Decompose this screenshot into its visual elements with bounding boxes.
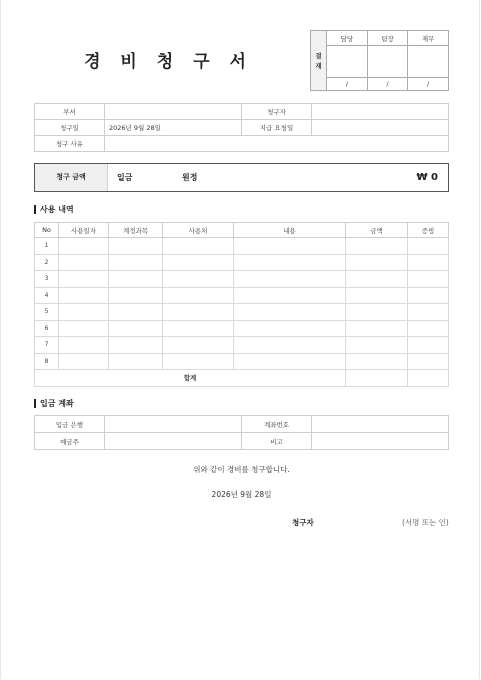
claimant-label: 청구자 <box>242 104 312 120</box>
payment-request-label: 지급 요청일 <box>242 120 312 136</box>
cell[interactable] <box>109 271 163 288</box>
cell[interactable] <box>109 337 163 354</box>
note-label: 비고 <box>242 433 312 450</box>
table-row <box>35 337 449 354</box>
approval-role-2: 팀장 <box>367 31 408 46</box>
cell[interactable] <box>109 254 163 271</box>
cell[interactable] <box>163 238 234 255</box>
cell[interactable] <box>109 304 163 321</box>
approval-sign-2[interactable] <box>367 46 408 78</box>
account-number-field[interactable] <box>312 416 449 433</box>
cell[interactable] <box>59 254 109 271</box>
cell[interactable] <box>59 320 109 337</box>
cell[interactable] <box>163 271 234 288</box>
table-row <box>35 254 449 271</box>
footer-claimant-label: 청구자 <box>292 518 314 527</box>
amount-ilgeum: 일금 <box>117 173 133 182</box>
approval-role-3: 재무 <box>408 31 449 46</box>
cell[interactable] <box>408 337 449 354</box>
bank-section-title: 입금 계좌 <box>34 398 74 409</box>
cell[interactable] <box>346 353 408 370</box>
table-row <box>35 238 449 255</box>
cell[interactable] <box>109 238 163 255</box>
total-amount-cell[interactable] <box>346 370 408 387</box>
cell[interactable] <box>408 353 449 370</box>
cell[interactable] <box>163 287 234 304</box>
approval-date-3[interactable]: / <box>408 77 449 90</box>
cell[interactable] <box>59 287 109 304</box>
claim-date-label: 청구일 <box>35 120 105 136</box>
account-holder-label: 예금주 <box>35 433 105 450</box>
bank-name-label: 입금 은행 <box>35 416 105 433</box>
cell[interactable] <box>346 320 408 337</box>
cell[interactable] <box>163 337 234 354</box>
col-header-date: 사용일자 <box>59 223 109 238</box>
row-number: 1 <box>35 238 59 255</box>
col-header-account: 계정과목 <box>109 223 163 238</box>
approval-sign-1[interactable] <box>327 46 368 78</box>
cell[interactable] <box>163 320 234 337</box>
row-number: 3 <box>35 271 59 288</box>
cell[interactable] <box>234 353 346 370</box>
cell[interactable] <box>346 254 408 271</box>
col-header-amount: 금액 <box>346 223 408 238</box>
claim-amount-box <box>34 163 449 192</box>
cell[interactable] <box>109 287 163 304</box>
cell[interactable] <box>109 320 163 337</box>
cell[interactable] <box>163 304 234 321</box>
cell[interactable] <box>234 271 346 288</box>
cell[interactable] <box>59 271 109 288</box>
cell[interactable] <box>408 254 449 271</box>
signature-date: 2026년 9월 28일 <box>211 490 272 499</box>
cell[interactable] <box>408 271 449 288</box>
claimant-field[interactable] <box>312 104 449 120</box>
cell[interactable] <box>163 254 234 271</box>
approval-date-2[interactable]: / <box>367 77 408 90</box>
account-number-label: 계좌번호 <box>242 416 312 433</box>
note-field[interactable] <box>312 433 449 450</box>
usage-section-title: 사용 내역 <box>34 204 74 215</box>
reason-field[interactable] <box>105 136 449 152</box>
row-number: 5 <box>35 304 59 321</box>
cell[interactable] <box>234 238 346 255</box>
row-number: 8 <box>35 353 59 370</box>
table-row <box>35 304 449 321</box>
approval-sign-3[interactable] <box>408 46 449 78</box>
cell[interactable] <box>346 337 408 354</box>
cell[interactable] <box>346 304 408 321</box>
cell[interactable] <box>59 304 109 321</box>
col-header-evidence: 증빙 <box>408 223 449 238</box>
payment-request-field[interactable] <box>312 120 449 136</box>
claim-statement: 위와 같이 경비를 청구합니다. <box>193 465 290 474</box>
cell[interactable] <box>346 287 408 304</box>
col-header-vendor: 사용처 <box>163 223 234 238</box>
claim-date-field[interactable]: 2026년 9월 28일 <box>105 120 242 136</box>
info-table <box>34 103 449 152</box>
approval-side-char-2: 재 <box>315 61 322 70</box>
cell[interactable] <box>163 353 234 370</box>
cell[interactable] <box>109 353 163 370</box>
row-number: 7 <box>35 337 59 354</box>
claim-amount-label: 청구 금액 <box>35 164 108 191</box>
approval-side-char-1: 결 <box>315 51 322 60</box>
col-header-no: No <box>35 223 59 238</box>
amount-wonjeong: 원정 <box>182 173 198 182</box>
cell[interactable] <box>408 287 449 304</box>
cell[interactable] <box>408 238 449 255</box>
account-holder-field[interactable] <box>105 433 242 450</box>
cell[interactable] <box>346 238 408 255</box>
cell[interactable] <box>59 353 109 370</box>
cell[interactable] <box>234 287 346 304</box>
bank-name-field[interactable] <box>105 416 242 433</box>
approval-side-label <box>311 31 327 91</box>
cell[interactable] <box>408 320 449 337</box>
cell[interactable] <box>234 304 346 321</box>
table-row <box>35 320 449 337</box>
usage-header-row <box>35 223 449 238</box>
reason-label: 청구 사유 <box>35 136 105 152</box>
cell[interactable] <box>234 337 346 354</box>
department-label: 부서 <box>35 104 105 120</box>
table-row <box>35 271 449 288</box>
total-evidence-cell[interactable] <box>408 370 449 387</box>
row-number: 6 <box>35 320 59 337</box>
cell[interactable] <box>346 271 408 288</box>
approval-box <box>310 30 449 91</box>
cell[interactable] <box>234 254 346 271</box>
bank-table <box>34 415 449 450</box>
cell[interactable] <box>59 337 109 354</box>
table-row <box>35 353 449 370</box>
document-title: 경 비 청 구 서 <box>84 52 253 72</box>
approval-role-1: 담당 <box>327 31 368 46</box>
usage-table <box>34 222 449 387</box>
cell[interactable] <box>234 320 346 337</box>
row-number: 4 <box>35 287 59 304</box>
signature-hint[interactable]: (서명 또는 인) <box>402 518 449 527</box>
total-row <box>35 370 449 387</box>
department-field[interactable] <box>105 104 242 120</box>
total-label: 합계 <box>35 370 346 387</box>
approval-date-1[interactable]: / <box>327 77 368 90</box>
cell[interactable] <box>408 304 449 321</box>
claim-amount-total: ₩ 0 <box>416 172 438 183</box>
col-header-content: 내용 <box>234 223 346 238</box>
row-number: 2 <box>35 254 59 271</box>
cell[interactable] <box>59 238 109 255</box>
table-row <box>35 287 449 304</box>
